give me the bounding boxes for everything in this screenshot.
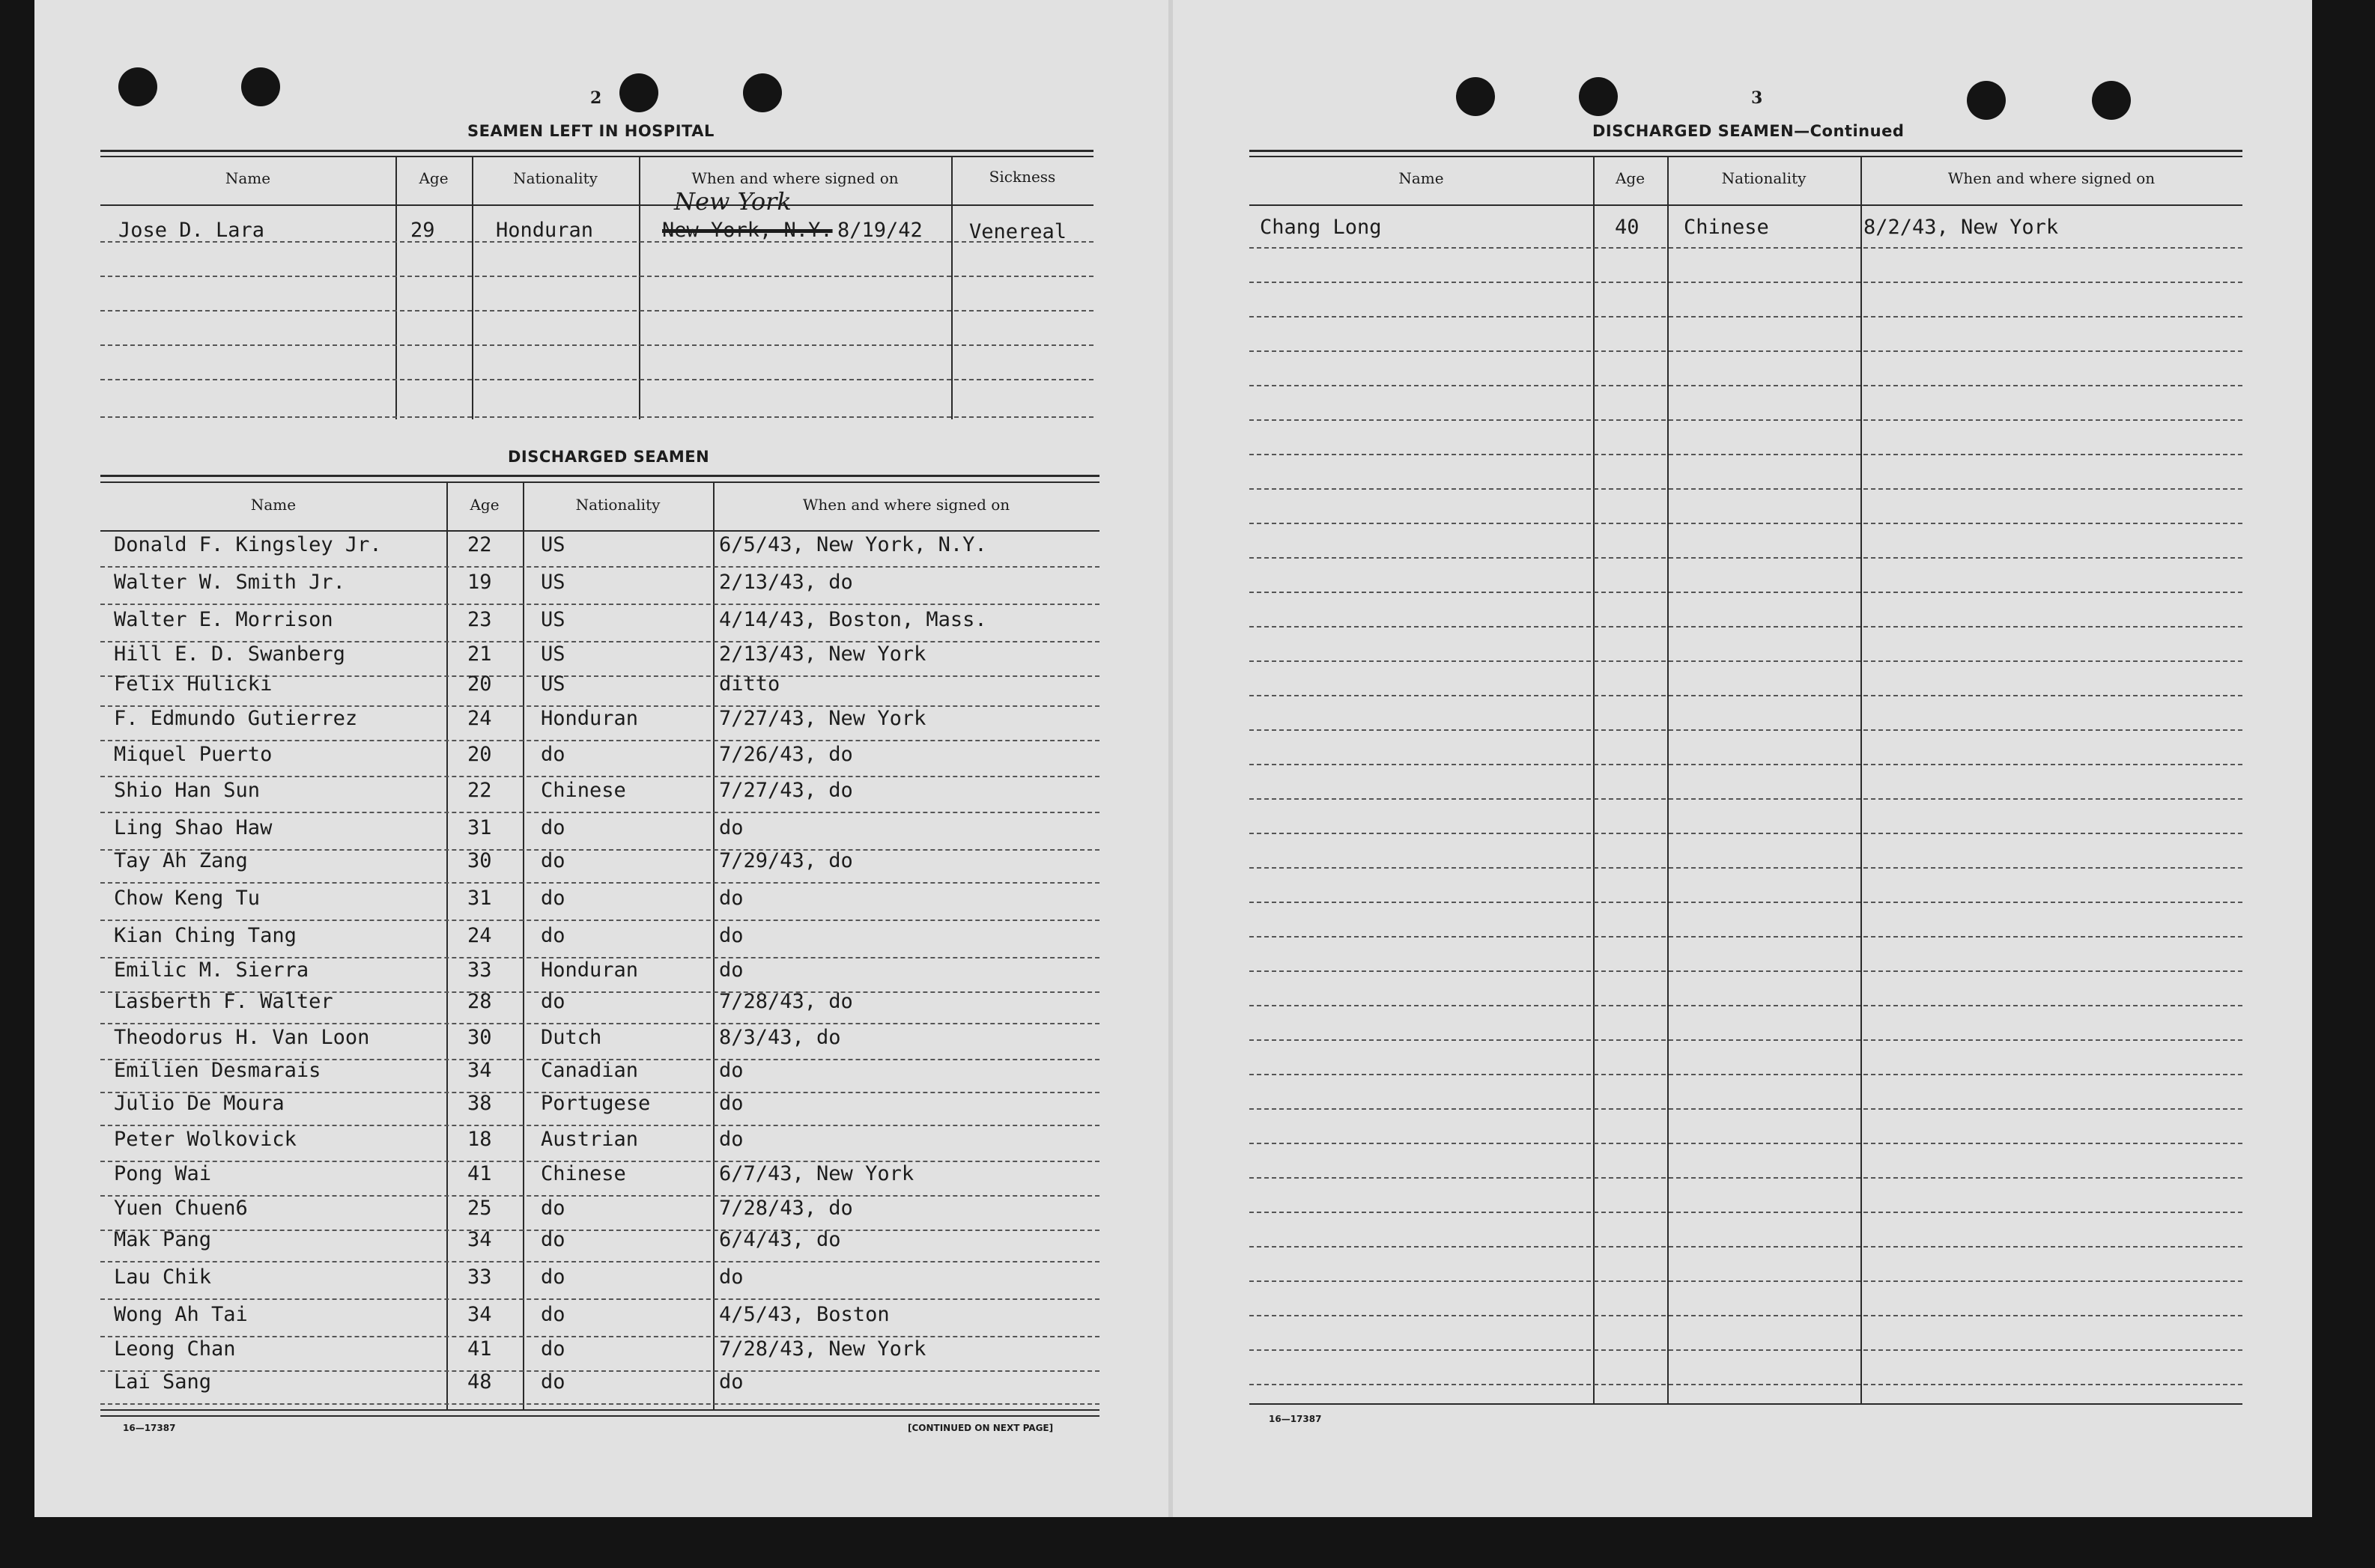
hospital-name: Jose D. Lara xyxy=(118,219,265,242)
row-signed-on: do xyxy=(719,1128,744,1151)
row-age: 23 xyxy=(467,608,492,631)
ruled-line xyxy=(1249,764,2242,765)
column-header-name: Name xyxy=(1398,169,1444,187)
ruled-line xyxy=(1249,798,2242,800)
ruled-line xyxy=(100,416,1094,418)
row-age: 34 xyxy=(467,1228,492,1251)
ruled-line xyxy=(1249,1108,2242,1110)
column-header-nationality: Nationality xyxy=(575,496,661,514)
ruled-line xyxy=(1249,729,2242,731)
table-rule xyxy=(1249,204,2242,206)
ruled-line xyxy=(100,379,1094,380)
row-signed-on: 8/2/43, New York xyxy=(1863,216,2059,239)
row-nationality: do xyxy=(541,1197,565,1220)
row-signed-on: do xyxy=(719,1059,744,1082)
row-nationality: do xyxy=(541,990,565,1013)
column-divider xyxy=(1860,156,1862,1405)
ruled-line xyxy=(100,1195,1099,1197)
row-age: 30 xyxy=(467,1026,492,1049)
row-nationality: Austrian xyxy=(541,1128,639,1151)
row-signed-on: do xyxy=(719,1370,744,1394)
row-signed-on: do xyxy=(719,1265,744,1289)
table-rule xyxy=(1249,156,2242,157)
row-signed-on: 7/28/43, do xyxy=(719,990,853,1013)
row-name: Donald F. Kingsley Jr. xyxy=(114,533,382,556)
row-signed-on: 4/5/43, Boston xyxy=(719,1303,890,1326)
ruled-line xyxy=(1249,936,2242,938)
row-name: Peter Wolkovick xyxy=(114,1128,297,1151)
punch-hole xyxy=(619,73,658,112)
column-header-age: Age xyxy=(1615,169,1645,187)
ruled-line xyxy=(1249,1005,2242,1006)
row-signed-on: 7/28/43, do xyxy=(719,1197,853,1220)
ruled-line xyxy=(1249,660,2242,662)
column-divider xyxy=(523,481,524,1410)
ruled-line xyxy=(1249,488,2242,490)
row-signed-on: ditto xyxy=(719,672,780,696)
row-name: Kian Ching Tang xyxy=(114,924,297,947)
form-number: 16—17387 xyxy=(1269,1414,1322,1424)
row-nationality: do xyxy=(541,1337,565,1361)
table-rule xyxy=(100,1415,1099,1417)
row-age: 41 xyxy=(467,1162,492,1185)
row-signed-on: do xyxy=(719,816,744,839)
row-signed-on: 7/29/43, do xyxy=(719,849,853,872)
ruled-line xyxy=(1249,626,2242,627)
column-header-name: Name xyxy=(250,496,297,514)
row-name: Wong Ah Tai xyxy=(114,1303,248,1326)
row-age: 22 xyxy=(467,533,492,556)
row-name: Hill E. D. Swanberg xyxy=(114,642,345,666)
ruled-line xyxy=(100,1261,1099,1262)
column-header-sickness: Sickness xyxy=(989,168,1056,186)
row-nationality: US xyxy=(541,608,565,631)
row-nationality: US xyxy=(541,533,565,556)
row-name: Lasberth F. Walter xyxy=(114,990,333,1013)
ruled-line xyxy=(100,920,1099,921)
row-signed-on: 7/28/43, New York xyxy=(719,1337,926,1361)
row-name: Shio Han Sun xyxy=(114,779,261,802)
ruled-line xyxy=(100,276,1094,277)
row-name: Tay Ah Zang xyxy=(114,849,248,872)
row-age: 22 xyxy=(467,779,492,802)
ruled-line xyxy=(1249,1177,2242,1179)
row-signed-on: 2/13/43, do xyxy=(719,571,853,594)
row-name: Miquel Puerto xyxy=(114,743,273,766)
row-age: 24 xyxy=(467,924,492,947)
row-nationality: US xyxy=(541,642,565,666)
row-age: 31 xyxy=(467,887,492,910)
ruled-line xyxy=(1249,282,2242,283)
row-age: 40 xyxy=(1615,216,1640,239)
row-name: Emilien Desmarais xyxy=(114,1059,321,1082)
ruled-line xyxy=(1249,592,2242,593)
row-name: Yuen Chuen6 xyxy=(114,1197,248,1220)
ruled-line xyxy=(100,740,1099,741)
table-rule xyxy=(100,150,1094,152)
punch-hole xyxy=(1967,81,2006,120)
ruled-line xyxy=(100,812,1099,813)
ruled-line xyxy=(100,1336,1099,1337)
row-age: 25 xyxy=(467,1197,492,1220)
row-signed-on: do xyxy=(719,958,744,982)
column-divider xyxy=(446,481,448,1410)
ruled-line xyxy=(1249,316,2242,317)
table-rule xyxy=(1249,1403,2242,1405)
ruled-line xyxy=(100,1403,1099,1405)
ruled-line xyxy=(1249,970,2242,972)
row-nationality: Dutch xyxy=(541,1026,602,1049)
punch-hole xyxy=(1579,77,1618,116)
ruled-line xyxy=(100,1125,1099,1126)
ruled-line xyxy=(1249,1143,2242,1144)
row-name: Ling Shao Haw xyxy=(114,816,273,839)
row-signed-on: do xyxy=(719,1092,744,1115)
row-age: 34 xyxy=(467,1059,492,1082)
row-nationality: Chinese xyxy=(541,779,626,802)
row-nationality: do xyxy=(541,849,565,872)
row-signed-on: 4/14/43, Boston, Mass. xyxy=(719,608,987,631)
row-name: Walter E. Morrison xyxy=(114,608,333,631)
row-nationality: do xyxy=(541,1265,565,1289)
table-rule xyxy=(100,475,1099,477)
ruled-line xyxy=(1249,902,2242,903)
form-number: 16—17387 xyxy=(123,1423,176,1433)
hospital-signed-date: 8/19/42 xyxy=(837,219,923,242)
row-age: 48 xyxy=(467,1370,492,1394)
column-header-signed-on: When and where signed on xyxy=(802,496,1010,514)
row-signed-on: do xyxy=(719,887,744,910)
row-nationality: Chinese xyxy=(1684,216,1769,239)
row-signed-on: do xyxy=(719,924,744,947)
punch-hole xyxy=(2092,81,2131,120)
ruled-line xyxy=(1249,1074,2242,1075)
hospital-sickness: Venereal xyxy=(969,220,1067,243)
punch-hole xyxy=(743,73,782,112)
column-header-nationality: Nationality xyxy=(1721,169,1807,187)
punch-hole xyxy=(241,67,280,106)
row-nationality: Honduran xyxy=(541,707,639,730)
row-nationality: do xyxy=(541,887,565,910)
row-nationality: do xyxy=(541,1228,565,1251)
ruled-line xyxy=(1249,1280,2242,1282)
ruled-line xyxy=(1249,867,2242,869)
handwritten-correction: New York xyxy=(674,187,792,216)
row-signed-on: 6/5/43, New York, N.Y. xyxy=(719,533,987,556)
ruled-line xyxy=(1249,1039,2242,1041)
row-name: Lai Sang xyxy=(114,1370,212,1394)
table-rule xyxy=(100,156,1094,157)
row-signed-on: 7/26/43, do xyxy=(719,743,853,766)
table-rule xyxy=(100,481,1099,483)
row-age: 33 xyxy=(467,1265,492,1289)
ruled-line xyxy=(1249,1212,2242,1213)
row-name: Pong Wai xyxy=(114,1162,212,1185)
ruled-line xyxy=(1249,833,2242,834)
row-signed-on: 7/27/43, do xyxy=(719,779,853,802)
ruled-line xyxy=(100,241,1094,243)
table-rule xyxy=(100,204,1094,206)
column-header-nationality: Nationality xyxy=(513,169,598,187)
column-header-age: Age xyxy=(419,169,449,187)
row-signed-on: 6/4/43, do xyxy=(719,1228,841,1251)
punch-hole xyxy=(118,67,157,106)
struck-signed-place: New York, N.Y. xyxy=(662,219,833,242)
row-age: 38 xyxy=(467,1092,492,1115)
row-name: Leong Chan xyxy=(114,1337,236,1361)
ruled-line xyxy=(100,566,1099,568)
ruled-line xyxy=(1249,385,2242,386)
ruled-line xyxy=(1249,1246,2242,1248)
column-divider xyxy=(713,481,715,1410)
column-header-signed-on: When and where signed on xyxy=(691,169,899,187)
row-signed-on: 7/27/43, New York xyxy=(719,707,926,730)
row-nationality: do xyxy=(541,1303,565,1326)
row-name: Julio De Moura xyxy=(114,1092,285,1115)
ruled-line xyxy=(1249,247,2242,249)
page-fold xyxy=(1168,0,1173,1517)
ruled-line xyxy=(100,604,1099,605)
row-age: 33 xyxy=(467,958,492,982)
row-nationality: Chinese xyxy=(541,1162,626,1185)
ruled-line xyxy=(100,776,1099,777)
ruled-line xyxy=(100,1230,1099,1231)
column-header-signed-on: When and where signed on xyxy=(1947,169,2156,187)
row-name: Chang Long xyxy=(1260,216,1382,239)
ruled-line xyxy=(100,310,1094,312)
discharged-section-title: DISCHARGED SEAMEN xyxy=(508,448,710,466)
row-age: 21 xyxy=(467,642,492,666)
row-nationality: do xyxy=(541,1370,565,1394)
page-number: 3 xyxy=(1751,88,1763,108)
ruled-line xyxy=(100,1023,1099,1024)
ruled-line xyxy=(100,1298,1099,1300)
column-header-age: Age xyxy=(470,496,500,514)
row-nationality: do xyxy=(541,924,565,947)
ruled-line xyxy=(100,1370,1099,1372)
row-age: 20 xyxy=(467,672,492,696)
ruled-line xyxy=(1249,523,2242,524)
ruled-line xyxy=(100,882,1099,884)
row-nationality: Honduran xyxy=(541,958,639,982)
column-divider xyxy=(1593,156,1595,1405)
row-nationality: Canadian xyxy=(541,1059,639,1082)
row-age: 34 xyxy=(467,1303,492,1326)
row-name: Emilic M. Sierra xyxy=(114,958,309,982)
table-rule xyxy=(100,530,1099,532)
row-age: 18 xyxy=(467,1128,492,1151)
row-age: 31 xyxy=(467,816,492,839)
row-nationality: do xyxy=(541,743,565,766)
row-age: 28 xyxy=(467,990,492,1013)
table-rule xyxy=(100,1409,1099,1411)
ruled-line xyxy=(1249,350,2242,352)
table-rule xyxy=(1249,150,2242,152)
row-name: Chow Keng Tu xyxy=(114,887,261,910)
continued-section-title: DISCHARGED SEAMEN—Continued xyxy=(1592,122,1905,140)
row-age: 41 xyxy=(467,1337,492,1361)
row-nationality: US xyxy=(541,571,565,594)
row-age: 19 xyxy=(467,571,492,594)
hospital-age: 29 xyxy=(410,219,435,242)
ruled-line xyxy=(1249,695,2242,696)
page-number: 2 xyxy=(590,88,602,108)
ruled-line xyxy=(1249,1315,2242,1316)
ruled-line xyxy=(100,344,1094,346)
row-name: Walter W. Smith Jr. xyxy=(114,571,345,594)
row-nationality: do xyxy=(541,816,565,839)
row-age: 30 xyxy=(467,849,492,872)
hospital-nationality: Honduran xyxy=(496,219,594,242)
punch-hole xyxy=(1456,77,1495,116)
ruled-line xyxy=(1249,557,2242,559)
row-signed-on: 6/7/43, New York xyxy=(719,1162,914,1185)
ruled-line xyxy=(100,849,1099,851)
row-name: Felix Hulicki xyxy=(114,672,273,696)
ruled-line xyxy=(1249,419,2242,421)
continued-note: [CONTINUED ON NEXT PAGE] xyxy=(908,1423,1054,1433)
ruled-line xyxy=(1249,1349,2242,1351)
row-name: F. Edmundo Gutierrez xyxy=(114,707,358,730)
row-signed-on: 8/3/43, do xyxy=(719,1026,841,1049)
row-nationality: US xyxy=(541,672,565,696)
row-name: Mak Pang xyxy=(114,1228,212,1251)
column-divider xyxy=(1667,156,1669,1405)
ruled-line xyxy=(1249,454,2242,455)
ruled-line xyxy=(1249,1384,2242,1385)
row-name: Lau Chik xyxy=(114,1265,212,1289)
row-age: 20 xyxy=(467,743,492,766)
hospital-section-title: SEAMEN LEFT IN HOSPITAL xyxy=(467,122,715,140)
column-header-name: Name xyxy=(225,169,271,187)
row-age: 24 xyxy=(467,707,492,730)
row-signed-on: 2/13/43, New York xyxy=(719,642,926,666)
row-name: Theodorus H. Van Loon xyxy=(114,1026,370,1049)
row-nationality: Portugese xyxy=(541,1092,651,1115)
